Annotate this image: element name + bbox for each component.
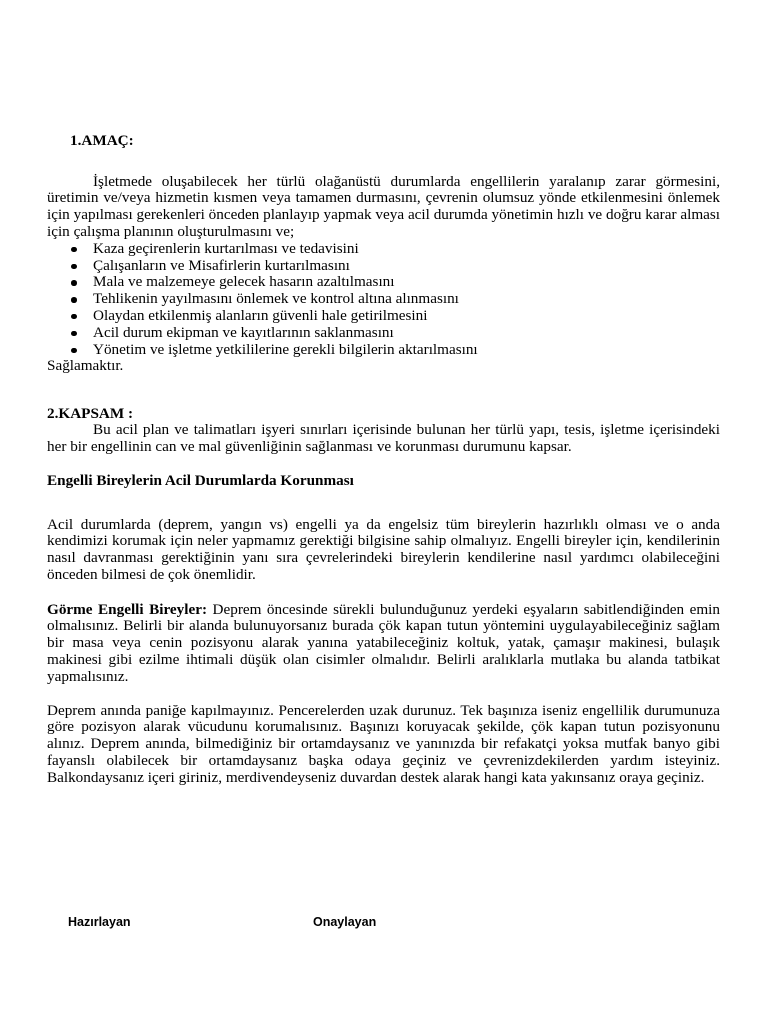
section-amac [47,174,720,376]
list-item-text: Olaydan etkilenmiş alanların güvenli hale getirilmesini [93,306,428,324]
list-item [47,342,720,359]
list-item [47,308,720,325]
list-item-text: Mala ve malzemeye gelecek hasarın azaltılmasını [93,273,395,291]
list-item [47,274,720,291]
list-item-text: Acil durum ekipman ve kayıtlarının saklanmasını [93,323,394,341]
section-kapsam [47,406,720,456]
bullet-icon [71,348,77,354]
list-item [47,325,720,342]
bullet-icon [71,297,77,303]
list-item [47,241,720,258]
list-item-text: Çalışanların ve Misafirlerin kurtarılmasını [93,256,350,274]
amac-bullet-list [47,241,720,359]
list-item [47,291,720,308]
gorme-engelli-paragraph [47,602,720,686]
list-item-text: Yönetim ve işletme yetkililerine gerekli bilgilerin aktarılmasını [93,340,478,358]
amac-closing: Sağlamaktır. [47,357,124,375]
amac-intro-paragraph: İşletmede oluşabilecek her türlü olağanüstü durumlarda engellilerin yaralanıp zarar görmesini, üretimin ve/veya hizmetin kısmen veya tamamen durmasını, çevrenin olumsuz yönde etkilenmesini önlemek için yapılması gerekenleri önceden planlayıp yapmak veya acil durumda yönetimin hızlı ve doğru karar alması için çalışma planının oluşturulmasını ve; [47,172,720,240]
kapsam-paragraph: Bu acil plan ve talimatları işyeri sınırları içerisinde bulunan her türlü yapı, tesis, işletme içerisindeki her bir engellinin can ve mal güvenliğinin sağlanması ve korunması durumunu kapsar. [47,421,720,456]
bullet-icon [71,264,77,270]
list-item [47,258,720,275]
list-item-text: Kaza geçirenlerin kurtarılması ve tedavisini [93,239,359,257]
amac-heading: 1.AMAÇ: [70,131,134,149]
bullet-icon [71,280,77,286]
bullet-icon [71,247,77,253]
engelli-heading: Engelli Bireylerin Acil Durumlarda Korunması [47,471,354,489]
engelli-intro-paragraph: Acil durumlarda (deprem, yangın vs) engelli ya da engelsiz tüm bireylerin hazırlıklı olması ve o anda kendimizi korumak için neler yapmamız gerektiği bilgisine sahip olmalıyız. Engelli bireyler için, kendilerinin nasıl davranması gerektiğinin yanı sıra çevrelerindeki bireylerin kendilerine nasıl yardımcı olabileceğini önceden bilmesi de çok önemlidir. [47,515,720,583]
list-item-text: Tehlikenin yayılmasını önlemek ve kontrol altına alınmasını [93,290,459,308]
deprem-aninda-paragraph: Deprem anında paniğe kapılmayınız. Pencerelerden uzak durunuz. Tek başınıza iseniz engellilik durumunuza göre pozisyon alarak vücudunu korumalısınız. Başınızı koruyacak şekilde, çök kapan tutun pozisyonunu alınız. Deprem anında, bilmediğiniz bir ortamdaysanız ve yanınızda bir refakatçi yoksa mutfak banyo gibi fayanslı olabilecek bir ortamdaysanız başka odaya geçiniz ve çevrenizdekilerden yardım isteyiniz. Balkondaysanız içeri giriniz, merdivendeyseniz duvardan destek alarak hangi kata yakınsanız oraya geçiniz. [47,701,720,786]
gorme-engelli-text: Deprem öncesinde sürekli bulunduğunuz yerdeki eşyaların sabitlendiğinden emin olmalısınız. Belirli bir alanda bulunuyorsanız burada çök kapan tutun yöntemini uygulayabileceğiniz sağlam bir masa veya cenin pozisyonu alarak yanına yatabileceğiniz koltuk, yatak, çamaşır makinesi, bulaşık makinesi gibi ezilme ihtimali düşük olan cisimler olmalıdır. Belirli aralıklarla mutlaka bu alanda tatbikat yapmalısınız. [47,600,720,685]
bullet-icon [71,314,77,320]
gorme-engelli-label: Görme Engelli Bireyler: [47,600,208,618]
bullet-icon [71,331,77,337]
prepared-by-label: Hazırlayan [68,915,131,929]
approved-by-label: Onaylayan [313,915,377,929]
kapsam-heading: 2.KAPSAM : [47,404,134,422]
